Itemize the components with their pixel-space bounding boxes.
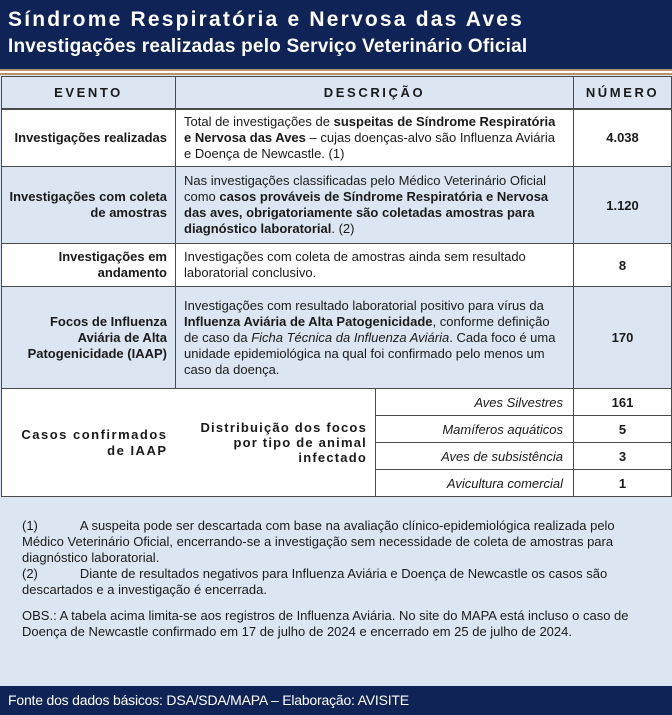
row-description: Total de investigações de suspeitas de Síndrome Respiratória e Nervosa das Aves – cujas doenças-alvo são Influenza Aviária e Doença de Newcastle. (1) — [176, 109, 574, 167]
table-row — [2, 167, 672, 244]
page-title: Síndrome Respiratória e Nervosa das Aves — [8, 8, 524, 31]
animal-type-number: 3 — [574, 443, 672, 470]
row-event: Investigações realizadas — [2, 109, 176, 167]
row-number: 170 — [574, 287, 672, 389]
animal-type: Mamíferos aquáticos — [376, 416, 574, 443]
observation-note: OBS.: A tabela acima limita-se aos registros de Influenza Aviária. No site do MAPA está incluso o caso de Doença de Newcastle confirmado em 17 de julho de 2024 e encerrado em 25 de julho de 2024. — [22, 608, 629, 639]
animal-type: Avicultura comercial — [376, 470, 574, 497]
row-number: 4.038 — [574, 109, 672, 167]
page-subtitle: Investigações realizadas pelo Serviço Veterinário Oficial — [8, 36, 528, 57]
table-row — [2, 109, 672, 167]
footnote-2 — [22, 566, 658, 598]
footnote-2-marker: (2) — [22, 566, 38, 581]
table-row — [2, 244, 672, 287]
investigations-table — [1, 76, 672, 497]
row-event: Investigações com coleta de amostras — [2, 167, 176, 244]
footnote-1-text: A suspeita pode ser descartada com base na avaliação clínico-epidemiológica realizada pelo Médico Veterinário Oficial, encerrando-se a investigação sem necessidade de coleta de amostras para diagnóstico laboratorial. — [22, 518, 615, 565]
footnote-1 — [22, 518, 658, 566]
header-divider — [0, 69, 672, 75]
animal-type-number: 161 — [574, 389, 672, 416]
footnote-2-text: Diante de resultados negativos para Influenza Aviária e Doença de Newcastle os casos são descartados e a investigação é encerrada. — [22, 566, 608, 597]
footnotes — [0, 518, 672, 640]
animal-type-number: 1 — [574, 470, 672, 497]
row-event: Focos de Influenza Aviária de Alta Patogenicidade (IAAP) — [2, 287, 176, 389]
table-row — [2, 287, 672, 389]
row-description: Investigações com resultado laboratorial positivo para vírus da Influenza Aviária de Alta Patogenicidade, conforme definição de caso da Ficha Técnica da Influenza Aviária. Cada foco é uma unidade epidemiológica na qual foi confirmado pelo menos um caso da doença. — [176, 287, 574, 389]
header-banner — [0, 0, 672, 69]
animal-type: Aves Silvestres — [376, 389, 574, 416]
row-number: 1.120 — [574, 167, 672, 244]
cases-row — [2, 389, 672, 416]
animal-type: Aves de subsistência — [376, 443, 574, 470]
row-description: Nas investigações classificadas pelo Médico Veterinário Oficial como casos prováveis de Síndrome Respiratória e Nervosa das aves, obrigatoriamente são coletadas amostras para diagnóstico laboratorial. (2) — [176, 167, 574, 244]
cases-label: Casos confirmados de IAAP — [2, 389, 176, 497]
source-footer: Fonte dos dados básicos: DSA/SDA/MAPA – Elaboração: AVISITE — [0, 686, 672, 715]
column-header-evento: EVENTO — [2, 77, 176, 109]
column-header-numero: NÚMERO — [574, 77, 672, 109]
distribution-label: Distribuição dos focos por tipo de animal infectado — [176, 389, 376, 497]
animal-type-number: 5 — [574, 416, 672, 443]
column-header-descricao: DESCRIÇÃO — [176, 77, 574, 109]
table-header-row — [2, 77, 672, 109]
footnote-1-marker: (1) — [22, 518, 38, 533]
row-description: Investigações com coleta de amostras ainda sem resultado laboratorial conclusivo. — [176, 244, 574, 287]
row-event: Investigações em andamento — [2, 244, 176, 287]
row-number: 8 — [574, 244, 672, 287]
